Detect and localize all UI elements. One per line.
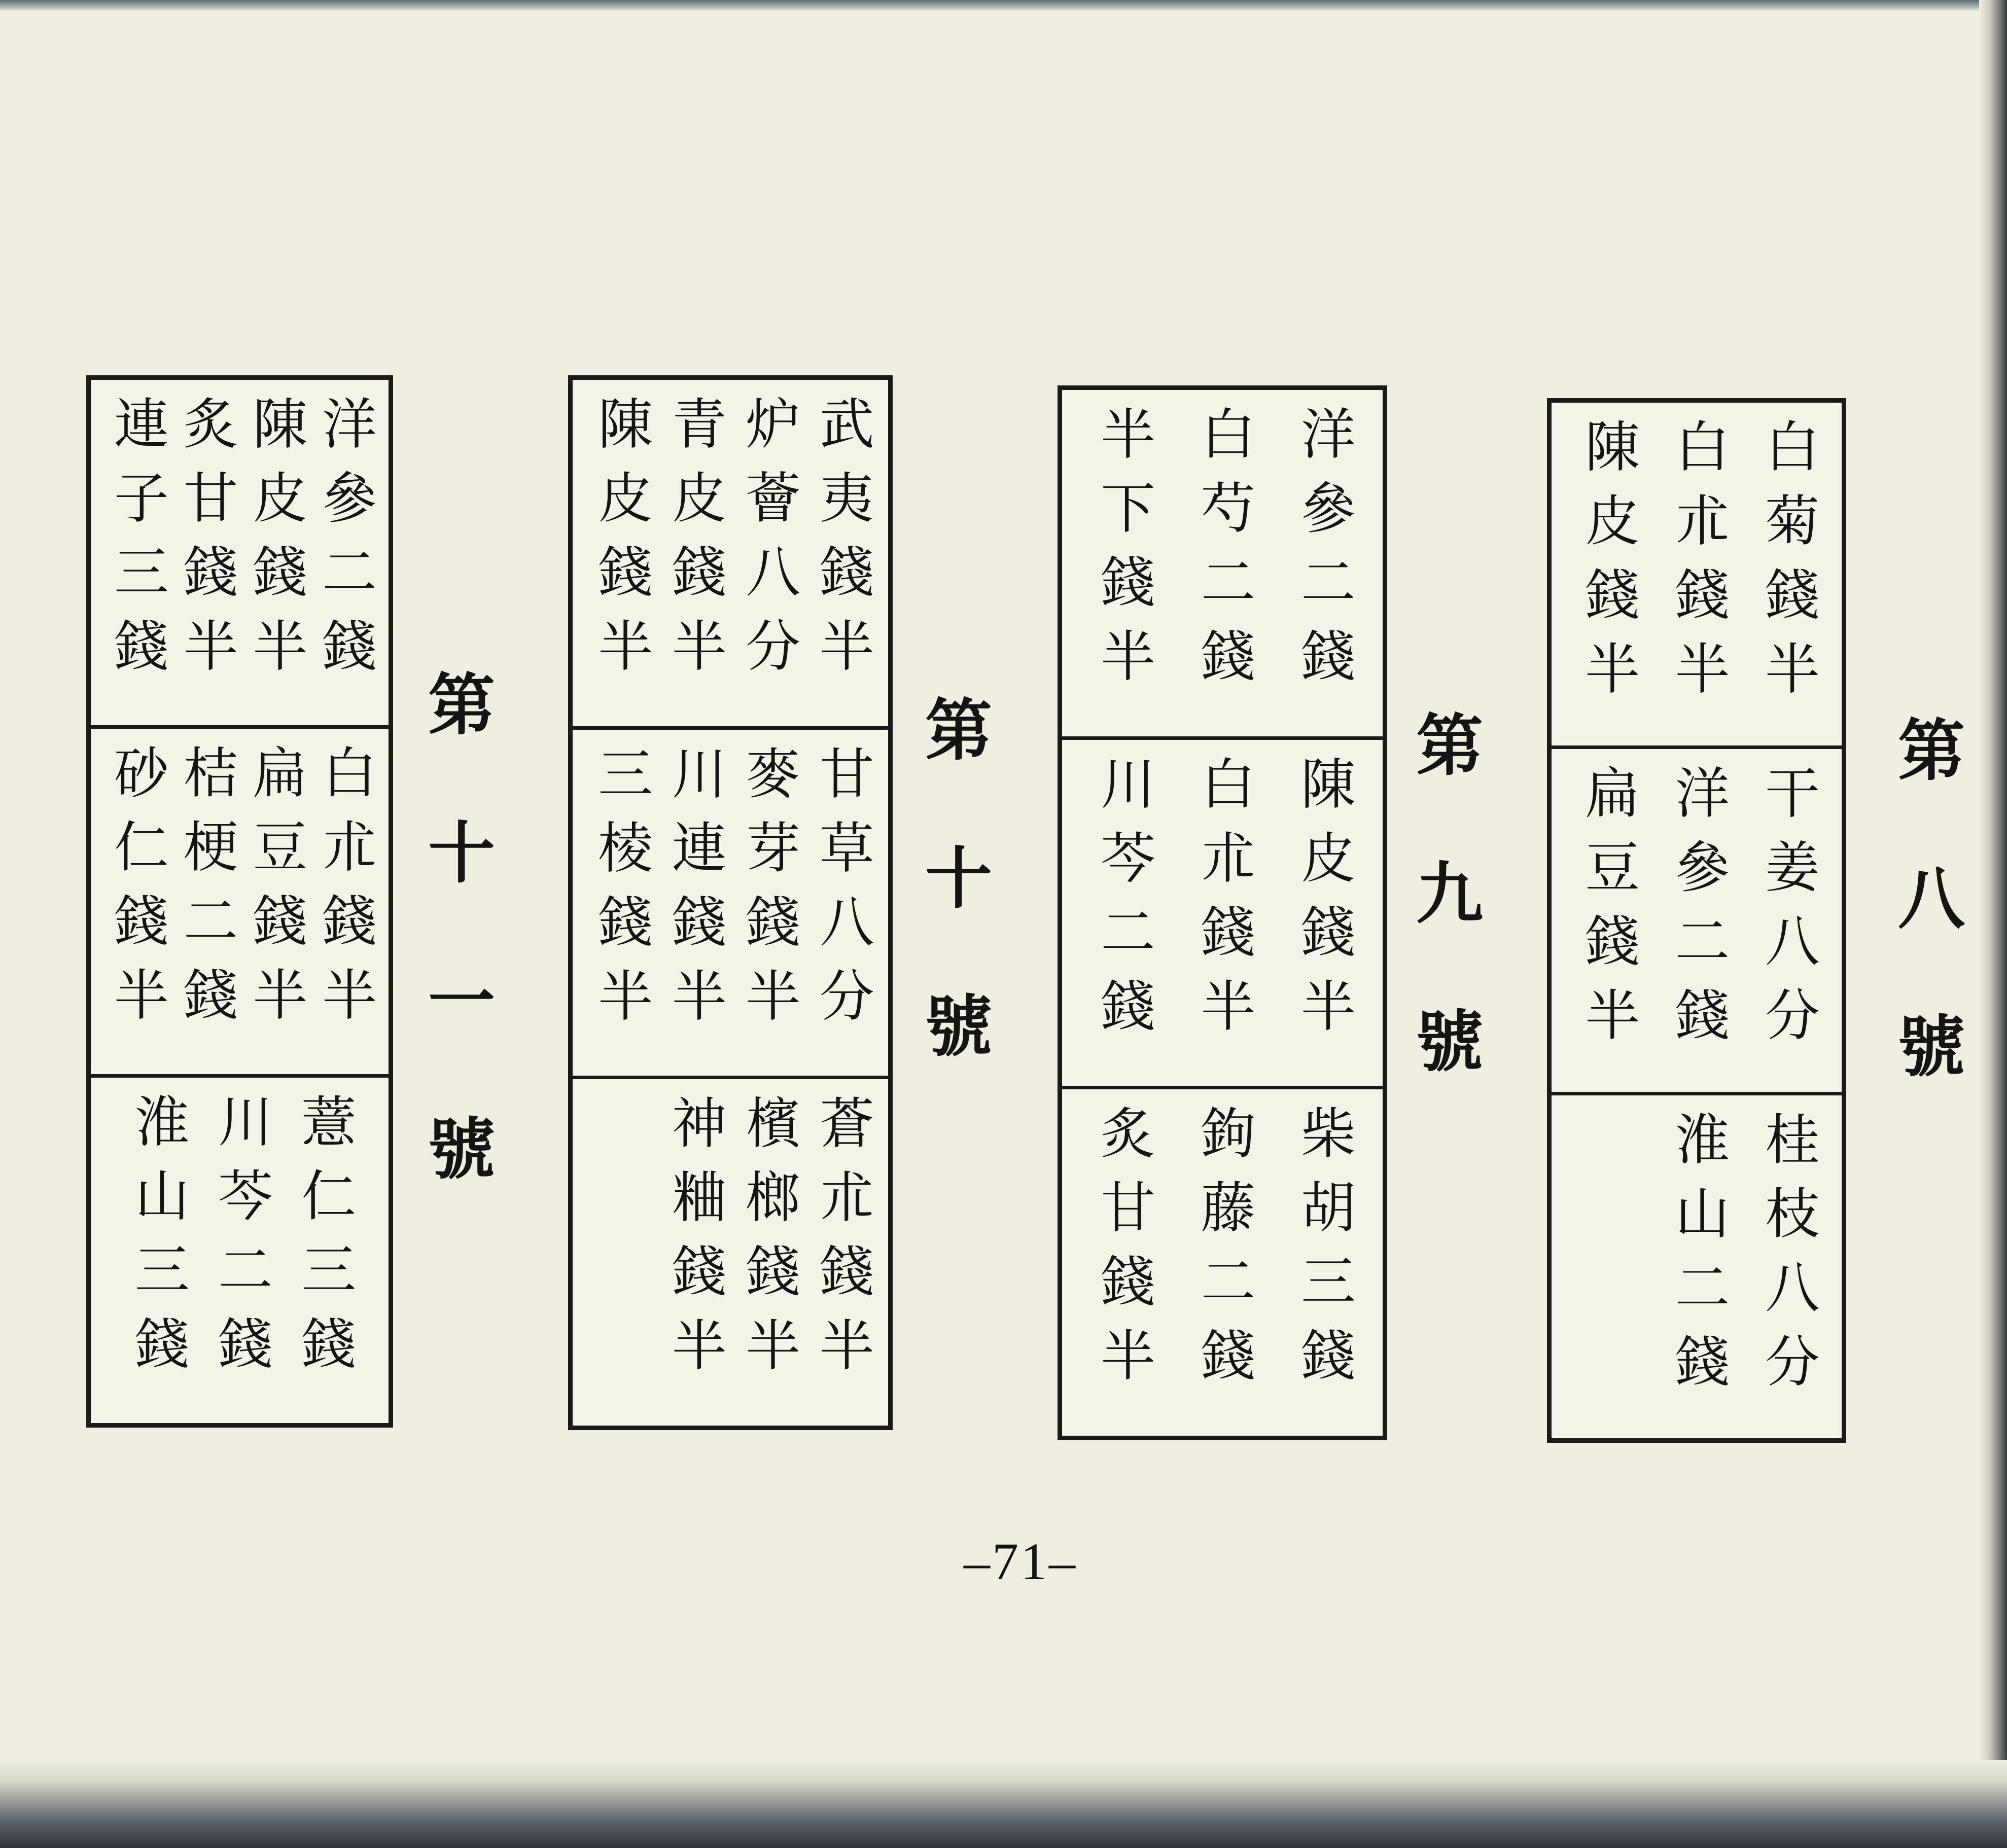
- prescription-11-section-2: [91, 725, 389, 1074]
- prescription-10-section-2: [573, 726, 888, 1076]
- prescription-11-section-1: [91, 380, 389, 725]
- herb-entry: 桂枝八分: [1755, 1111, 1819, 1407]
- herb-entry: 三棱錢半: [588, 744, 652, 1041]
- herb-entry: 川芩二錢: [208, 1093, 272, 1389]
- scan-edge-right: [1979, 0, 2007, 1848]
- herb-entry: 白朮錢半: [1665, 418, 1729, 714]
- herb-entry: 白芍二錢: [1191, 405, 1255, 701]
- herb-entry: 青皮錢半: [662, 395, 726, 691]
- prescription-label-8: 第八號: [1886, 715, 1964, 1159]
- herb-entry: 武夷錢半: [810, 395, 874, 691]
- herb-entry: 桔梗二錢: [174, 744, 238, 1040]
- prescription-label-10: 第十號: [913, 695, 992, 1139]
- herb-entry: 蒼朮錢半: [810, 1094, 874, 1391]
- prescription-box-10: [568, 375, 893, 1430]
- page-number: –71–: [964, 1533, 1077, 1591]
- herb-entry: 檳榔錢半: [736, 1094, 800, 1391]
- prescription-label-11: 第十一號: [416, 669, 495, 1262]
- herb-entry: 炙甘錢半: [1091, 1105, 1155, 1401]
- herb-entry: 連子三錢: [104, 395, 168, 691]
- herb-entry: 陳皮錢半: [1575, 418, 1639, 714]
- herb-entry: 洋參二錢: [1291, 405, 1355, 701]
- prescription-8-section-2: [1552, 745, 1842, 1092]
- herb-entry: 陳皮錢半: [243, 395, 307, 691]
- herb-entry: 扁豆錢半: [1575, 764, 1639, 1060]
- herb-entry: 鉤藤二錢: [1191, 1105, 1255, 1401]
- prescription-10-section-3: [573, 1076, 888, 1426]
- herb-entry: 炙甘錢半: [174, 395, 238, 691]
- prescription-9-section-2: [1062, 736, 1383, 1086]
- herb-entry: 干姜八分: [1755, 764, 1819, 1060]
- herb-entry: 陳皮錢半: [1291, 755, 1355, 1051]
- herb-entry: 白朮錢半: [1191, 755, 1255, 1051]
- herb-entry: 炉薈八分: [736, 395, 800, 691]
- herb-entry: 麥芽錢半: [736, 744, 800, 1041]
- herb-entry: 扁豆錢半: [243, 744, 307, 1040]
- prescription-box-11: [86, 375, 393, 1428]
- herb-entry: 柴胡三錢: [1291, 1105, 1355, 1401]
- prescription-label-9: 第九號: [1404, 710, 1483, 1154]
- herb-entry: 洋參二錢: [1665, 764, 1729, 1060]
- herb-entry: 洋參二錢: [312, 395, 376, 691]
- prescription-10-section-1: [573, 380, 888, 726]
- herb-entry: 神粬錢半: [662, 1094, 726, 1391]
- prescription-9-section-1: [1062, 390, 1383, 736]
- herb-entry: 薏仁三錢: [292, 1093, 356, 1389]
- herb-entry: 砂仁錢半: [104, 744, 168, 1040]
- herb-entry: 甘草八分: [810, 744, 874, 1041]
- herb-entry: 陳皮錢半: [588, 395, 652, 691]
- prescription-box-8: [1547, 398, 1846, 1443]
- herb-entry: 川連錢半: [662, 744, 726, 1041]
- scan-edge-bottom: [0, 1760, 2007, 1848]
- prescription-box-9: [1058, 385, 1387, 1440]
- herb-entry: 白菊錢半: [1755, 418, 1819, 714]
- herb-entry: 白朮錢半: [312, 744, 376, 1040]
- prescription-11-section-3: [91, 1074, 389, 1423]
- prescription-8-section-3: [1552, 1092, 1842, 1438]
- herb-entry: 淮山二錢: [1665, 1111, 1729, 1407]
- prescription-9-section-3: [1062, 1086, 1383, 1436]
- herb-entry: 淮山三錢: [125, 1093, 189, 1389]
- herb-entry: 川芩二錢: [1091, 755, 1155, 1051]
- prescription-8-section-1: [1552, 403, 1842, 745]
- herb-entry: 半下錢半: [1091, 405, 1155, 701]
